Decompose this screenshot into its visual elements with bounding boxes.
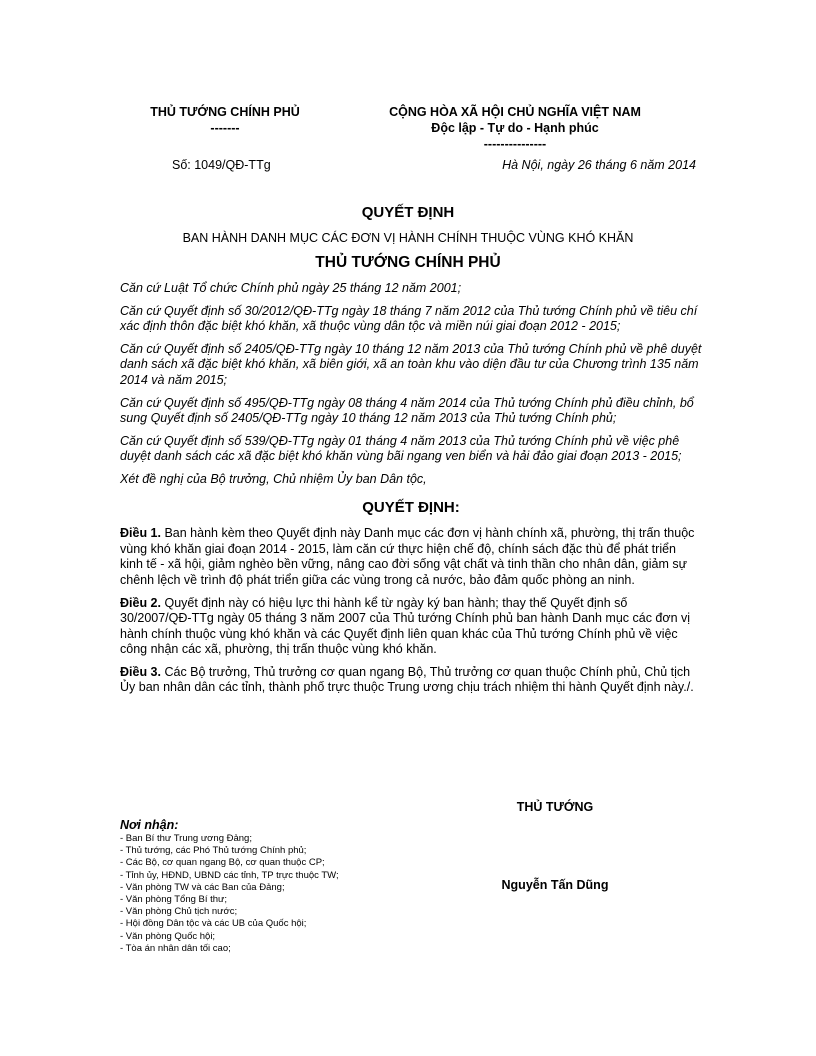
- document-type-title: QUYẾT ĐỊNH: [361, 204, 455, 221]
- document-number: Số: 1049/QĐ-TTg: [172, 158, 271, 172]
- preamble-clause: Căn cứ Quyết định số 2405/QĐ-TTg ngày 10 tháng 12 năm 2013 của Thủ tướng Chính phủ về phê duyệt danh sách xã đặc biệt khó khăn, xã biên giới, xã an toàn khu vào diện đầu tư của Chương trình 135 năm 2014 và năm 2015;: [120, 341, 702, 387]
- decision-heading: QUYẾT ĐỊNH:: [362, 498, 460, 516]
- motto-rule: ---------------: [483, 137, 547, 151]
- national-motto: Độc lập - Tự do - Hạnh phúc: [431, 121, 599, 135]
- article-2: [120, 596, 702, 658]
- issuing-agency: THỦ TƯỚNG CHÍNH PHỦ: [150, 105, 300, 119]
- recipients-block: [120, 818, 420, 955]
- recipients-title: Nơi nhận:: [120, 818, 179, 832]
- article-label: Điều 2.: [120, 595, 161, 610]
- issuing-agency-block: [120, 104, 330, 136]
- document-subject: BAN HÀNH DANH MỤC CÁC ĐƠN VỊ HÀNH CHÍNH THUỘC VÙNG KHÓ KHĂN: [182, 231, 634, 245]
- recipient-item: - Văn phòng TW và các Ban của Đảng;: [120, 881, 285, 893]
- agency-rule: -------: [210, 121, 240, 135]
- preamble-clause: Căn cứ Luật Tổ chức Chính phủ ngày 25 tháng 12 năm 2001;: [120, 281, 462, 295]
- article-1: [120, 526, 702, 588]
- national-title: CỘNG HÒA XÃ HỘI CHỦ NGHĨA VIỆT NAM: [389, 105, 641, 119]
- recipient-item: - Tòa án nhân dân tối cao;: [120, 942, 231, 954]
- preamble-clause: Căn cứ Quyết định số 539/QĐ-TTg ngày 01 tháng 4 năm 2013 của Thủ tướng Chính phủ về việc phê duyệt danh sách các xã đặc biệt khó khăn vùng bãi ngang ven biển và hải đảo giai đoạn 2013 - 2015;: [120, 433, 682, 464]
- recipient-item: - Thủ tướng, các Phó Thủ tướng Chính phủ;: [120, 845, 307, 857]
- issuing-authority-title: THỦ TƯỚNG CHÍNH PHỦ: [315, 254, 501, 271]
- signer-name: Nguyễn Tấn Dũng: [501, 878, 609, 892]
- signer-title: THỦ TƯỚNG: [516, 800, 594, 814]
- preamble-clause: Căn cứ Quyết định số 30/2012/QĐ-TTg ngày 18 tháng 7 năm 2012 của Thủ tướng Chính phủ về tiêu chí xác định thôn đặc biệt khó khăn, xã thuộc vùng dân tộc và miền núi giai đoạn 2012 - 2015;: [120, 303, 698, 334]
- article-text: Các Bộ trưởng, Thủ trưởng cơ quan ngang Bộ, Thủ trưởng cơ quan thuộc Chính phủ, Chủ tịch Ủy ban nhân dân các tỉnh, thành phố trực thuộc Trung ương chịu trách nhiệm thi hành Quyết định này./.: [120, 664, 694, 695]
- place-date: Hà Nội, ngày 26 tháng 6 năm 2014: [502, 158, 696, 172]
- article-text: Ban hành kèm theo Quyết định này Danh mục các đơn vị hành chính xã, phường, thị trấn thuộc vùng khó khăn giai đoạn 2014 - 2015, làm căn cứ thực hiện chế độ, chính sách đặc thù để phát triển kinh tế - xã hội, giảm nghèo bền vững, nâng cao đời sống vật chất và tinh thần cho nhân dân, giảm sự chênh lệch về trình độ phát triển giữa các vùng trong cả nước, bảo đảm quốc phòng an ninh.: [120, 526, 695, 587]
- recipient-item: - Văn phòng Tổng Bí thư;: [120, 894, 228, 906]
- document-body: [120, 281, 702, 703]
- article-text: Quyết định này có hiệu lực thi hành kể từ ngày ký ban hành; thay thế Quyết định số 30/2007/QĐ-TTg ngày 05 tháng 3 năm 2007 của Thủ tướng Chính phủ ban hành Danh mục các đơn vị hành chính thuộc vùng khó khăn và các Quyết định liên quan khác của Thủ tướng Chính phủ về việc công nhận các xã, phường, thị trấn thuộc vùng khó khăn.: [120, 595, 691, 657]
- preamble-clause: Căn cứ Quyết định số 495/QĐ-TTg ngày 08 tháng 4 năm 2014 của Thủ tướng Chính phủ điều chỉnh, bổ sung Quyết định số 2405/QĐ-TTg ngày 10 tháng 12 năm 2013 của Thủ tướng Chính phủ;: [120, 395, 694, 426]
- recipient-item: - Tỉnh ủy, HĐND, UBND các tỉnh, TP trực thuộc TW;: [120, 869, 339, 881]
- article-label: Điều 1.: [120, 526, 161, 541]
- preamble-clause: Xét đề nghị của Bộ trưởng, Chủ nhiệm Ủy ban Dân tộc,: [120, 471, 427, 486]
- recipient-item: - Ban Bí thư Trung ương Đảng;: [120, 833, 252, 844]
- article-3: [120, 665, 702, 696]
- article-label: Điều 3.: [120, 664, 161, 679]
- recipient-item: - Văn phòng Chủ tịch nước;: [120, 906, 238, 918]
- national-header-block: [370, 104, 660, 152]
- recipient-item: - Văn phòng Quốc hội;: [120, 930, 216, 942]
- recipients-list: [120, 833, 420, 955]
- recipient-item: - Các Bộ, cơ quan ngang Bộ, cơ quan thuộc CP;: [120, 857, 325, 869]
- recipient-item: - Hội đồng Dân tộc và các UB của Quốc hội;: [120, 918, 307, 930]
